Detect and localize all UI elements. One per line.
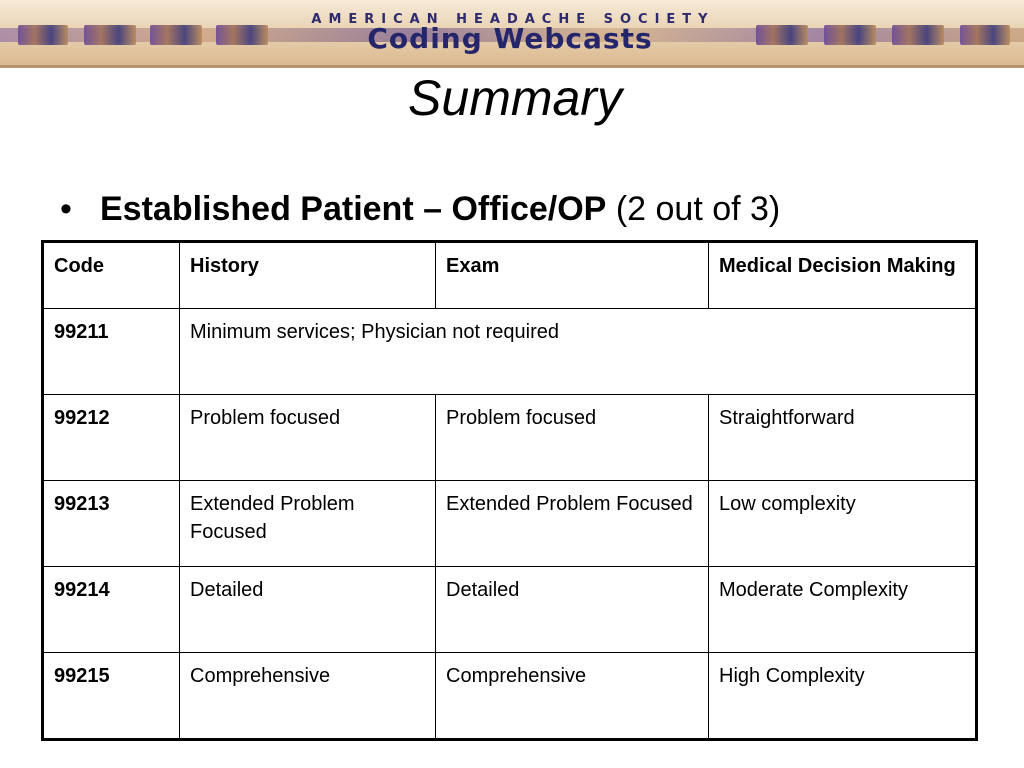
cell-description: Minimum services; Physician not required (180, 309, 977, 395)
cell-exam: Comprehensive (436, 653, 709, 740)
header-medical-decision-making: Medical Decision Making (709, 242, 977, 309)
header-banner (0, 0, 1024, 68)
cell-exam: Detailed (436, 567, 709, 653)
header-exam: Exam (436, 242, 709, 309)
cell-exam: Problem focused (436, 395, 709, 481)
cell-mdm: Moderate Complexity (709, 567, 977, 653)
bullet-heading: Established Patient – Office/OP (100, 190, 607, 228)
cell-history: Detailed (180, 567, 436, 653)
cell-mdm: Straightforward (709, 395, 977, 481)
bullet-icon: • (60, 190, 72, 228)
banner-decoration (216, 25, 268, 45)
cell-history: Extended Problem Focused (180, 481, 436, 567)
table-row (43, 567, 977, 653)
cell-mdm: High Complexity (709, 653, 977, 740)
banner-decoration (892, 25, 944, 45)
header-history: History (180, 242, 436, 309)
banner-decoration (84, 25, 136, 45)
banner-decoration (824, 25, 876, 45)
bullet-note: (2 out of 3) (615, 190, 781, 228)
banner-title: Coding Webcasts (367, 22, 653, 55)
table-row (43, 653, 977, 740)
cell-code: 99211 (43, 309, 180, 395)
cell-code: 99212 (43, 395, 180, 481)
cell-history: Problem focused (180, 395, 436, 481)
cell-exam: Extended Problem Focused (436, 481, 709, 567)
table-row (43, 309, 977, 395)
slide-title: Summary (408, 70, 622, 126)
cell-mdm: Low complexity (709, 481, 977, 567)
bullet-item (60, 188, 780, 230)
cell-code: 99213 (43, 481, 180, 567)
cell-code: 99215 (43, 653, 180, 740)
banner-decoration (960, 25, 1010, 45)
banner-decoration (150, 25, 202, 45)
cell-history: Comprehensive (180, 653, 436, 740)
banner-decoration (18, 25, 68, 45)
banner-society-name: AMERICAN HEADACHE SOCIETY (311, 12, 715, 27)
cell-code: 99214 (43, 567, 180, 653)
table-header-row (43, 242, 977, 309)
table-row (43, 481, 977, 567)
banner-decoration (756, 25, 808, 45)
header-code: Code (43, 242, 180, 309)
coding-table (41, 240, 978, 741)
table-row (43, 395, 977, 481)
